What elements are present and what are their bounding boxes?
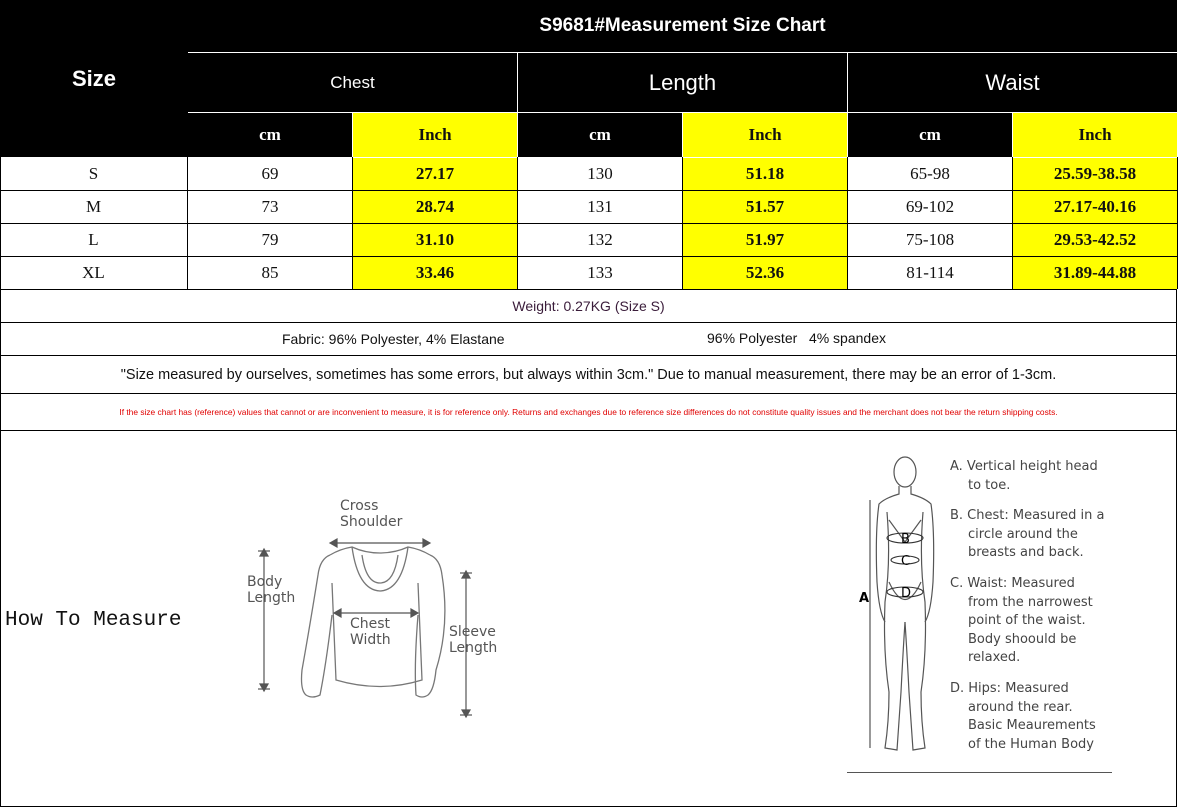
svg-text:Width: Width xyxy=(350,632,391,648)
unit-chest-cm: cm xyxy=(188,113,352,157)
cross-shoulder-label: Cross xyxy=(340,498,379,514)
table-cell-waist-in: 29.53-42.52 xyxy=(1013,224,1177,256)
table-cell-length-cm: 132 xyxy=(587,230,613,249)
table-cell-size: XL xyxy=(82,263,105,282)
length-group-header: Length xyxy=(518,53,847,112)
table-cell-length-cm: 131 xyxy=(587,197,613,216)
chest-group-header: Chest xyxy=(188,53,517,112)
table-cell-length-in: 51.97 xyxy=(683,224,847,256)
svg-text:Shoulder: Shoulder xyxy=(340,514,403,530)
table-cell-chest-in: 27.17 xyxy=(353,158,517,190)
body-note: A. Vertical height head to toe. xyxy=(950,459,1098,493)
how-to-measure-heading: How To Measure xyxy=(5,609,182,632)
column-divider xyxy=(517,157,518,289)
unit-chest-inch: Inch xyxy=(353,113,517,157)
table-cell-waist-in: 31.89-44.88 xyxy=(1013,257,1177,289)
weight-text: Weight: 0.27KG (Size S) xyxy=(512,298,665,314)
column-divider xyxy=(1012,157,1013,289)
table-cell-length-cm: 133 xyxy=(587,263,613,282)
table-cell-size: M xyxy=(85,197,102,216)
measurement-note: "Size measured by ourselves, sometimes has some errors, but always within 3cm." Due to manual measurement, there may be an error of 1-3cm. xyxy=(120,366,1057,383)
fabric-row xyxy=(0,322,1177,355)
svg-text:Length: Length xyxy=(247,590,296,606)
table-cell-waist-cm: 75-108 xyxy=(905,230,955,249)
size-header xyxy=(0,0,188,157)
body-letter-c: C xyxy=(901,554,911,569)
disclaimer-row xyxy=(0,393,1177,431)
table-cell-size: S xyxy=(88,164,99,183)
table-cell-waist-cm: 81-114 xyxy=(906,263,954,282)
unit-length-inch: Inch xyxy=(683,113,847,157)
table-cell-waist-cm: 69-102 xyxy=(905,197,955,216)
column-divider xyxy=(187,157,188,289)
weight-row xyxy=(0,289,1177,322)
table-cell-chest-cm: 79 xyxy=(261,230,279,249)
table-cell-length-in: 51.57 xyxy=(683,191,847,223)
table-cell-waist-in: 27.17-40.16 xyxy=(1013,191,1177,223)
waist-group-header: Waist xyxy=(848,53,1177,112)
table-cell-chest-in: 28.74 xyxy=(353,191,517,223)
body-letter-b: B xyxy=(901,532,910,547)
body-length-label: Body xyxy=(247,574,283,590)
sleeve-length-label: Sleeve xyxy=(449,624,496,640)
table-cell-waist-cm: 65-98 xyxy=(910,164,950,183)
fabric-text: Fabric: 96% Polyester, 4% Elastane xyxy=(282,331,505,347)
table-cell-length-in: 51.18 xyxy=(683,158,847,190)
body-note: D. Hips: Measured around the rear. Basic Meaurements of the Human Body xyxy=(950,680,1096,752)
svg-text:Length: Length xyxy=(449,640,498,656)
body-notes-underline xyxy=(847,772,1112,773)
chart-title: S9681#Measurement Size Chart xyxy=(188,0,1177,52)
column-divider xyxy=(1177,157,1178,289)
body-diagram xyxy=(855,452,940,762)
table-cell-chest-cm: 85 xyxy=(261,263,279,282)
body-letter-a: A xyxy=(859,591,870,606)
column-divider xyxy=(682,157,683,289)
table-cell-waist-in: 25.59-38.58 xyxy=(1013,158,1177,190)
table-cell-chest-in: 31.10 xyxy=(353,224,517,256)
fabric-alt-text: 96% Polyester 4% spandex xyxy=(707,330,886,346)
body-note: C. Waist: Measured from the narrowest point of the waist. Body shoould be relaxed. xyxy=(950,575,1093,666)
body-letter-d: D xyxy=(901,586,912,601)
column-divider xyxy=(352,157,353,289)
table-cell-chest-in: 33.46 xyxy=(353,257,517,289)
table-cell-chest-cm: 73 xyxy=(261,197,279,216)
unit-waist-cm: cm xyxy=(848,113,1012,157)
table-cell-length-cm: 130 xyxy=(587,164,613,183)
chest-width-label: Chest xyxy=(350,616,391,632)
size-header-label: Size xyxy=(71,65,117,91)
garment-diagram xyxy=(240,495,510,725)
disclaimer-text: If the size chart has (reference) values that cannot or are inconvenient to measure, it is for reference only. Returns and exchanges due to reference size differences do not constitute quality issues and the merchant does not bear the return shipping costs. xyxy=(119,407,1058,417)
column-divider xyxy=(0,157,1,289)
unit-waist-inch: Inch xyxy=(1013,113,1177,157)
table-cell-length-in: 52.36 xyxy=(683,257,847,289)
body-notes xyxy=(950,458,1120,766)
column-divider xyxy=(847,157,848,289)
table-cell-chest-cm: 69 xyxy=(261,164,279,183)
body-note: B. Chest: Measured in a circle around the breasts and back. xyxy=(950,508,1105,561)
table-cell-size: L xyxy=(88,230,99,249)
unit-length-cm: cm xyxy=(518,113,682,157)
note-row xyxy=(0,355,1177,393)
